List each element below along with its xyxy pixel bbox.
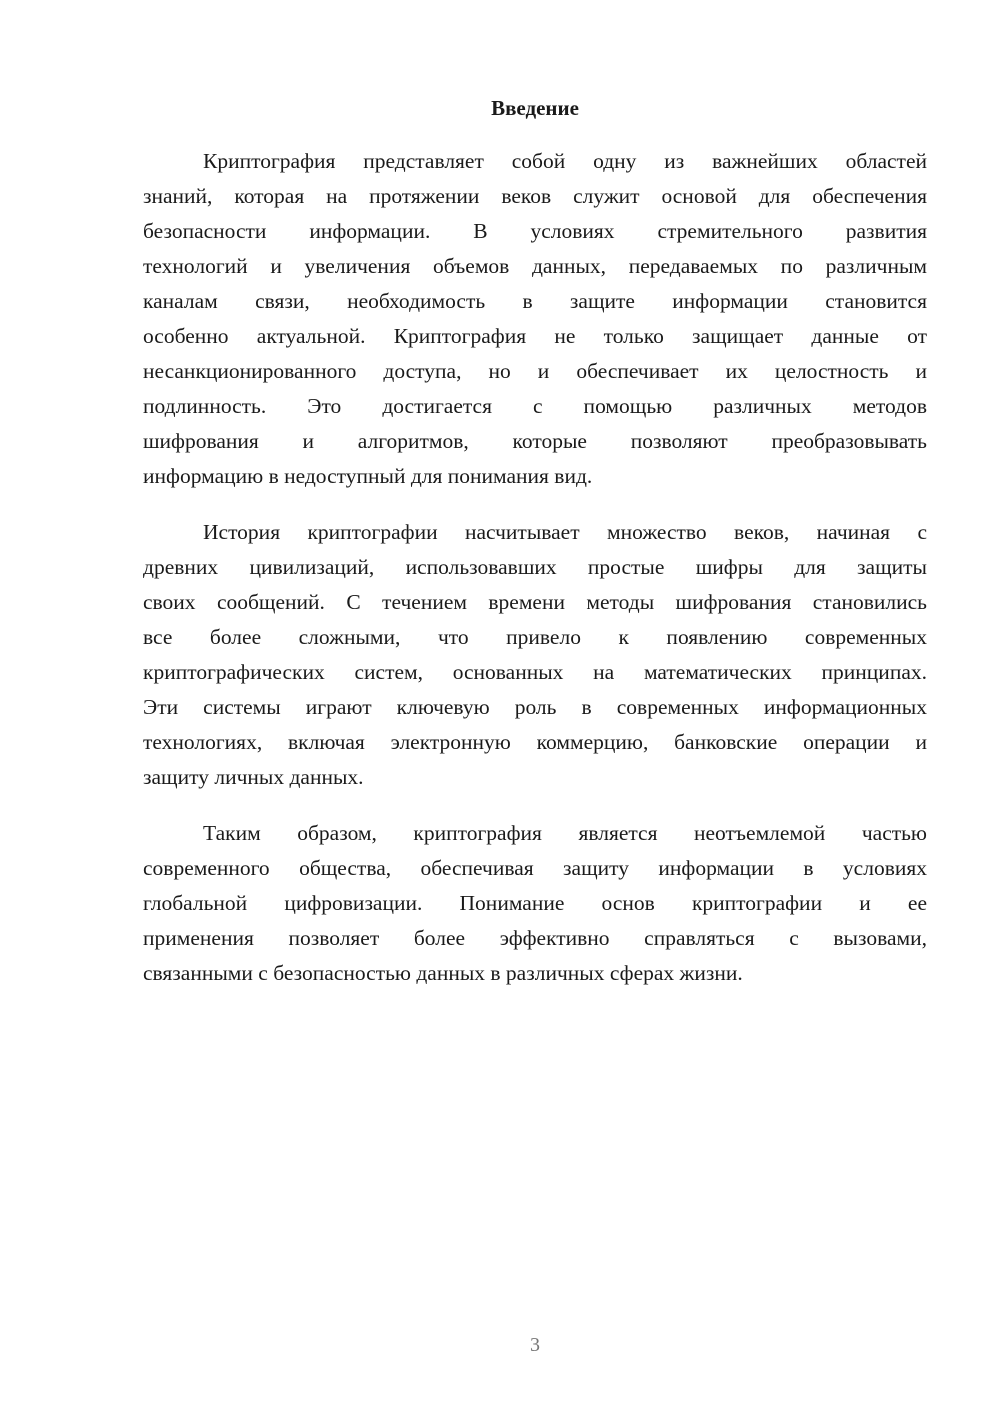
text-line: современного общества, обеспечивая защиту информации в условиях <box>143 856 927 880</box>
paragraph <box>143 515 927 795</box>
document-body <box>143 144 927 1012</box>
text-line: шифрования и алгоритмов, которые позволяют преобразовывать <box>143 429 927 453</box>
text-line: подлинность. Это достигается с помощью различных методов <box>143 394 927 418</box>
paragraph <box>143 816 927 991</box>
text-line: особенно актуальной. Криптография не только защищает данные от <box>143 324 927 348</box>
text-line: каналам связи, необходимость в защите информации становится <box>143 289 927 313</box>
text-line: древних цивилизаций, использовавших простые шифры для защиты <box>143 555 927 579</box>
text-line: Таким образом, криптография является неотъемлемой частью <box>203 821 927 845</box>
text-line: технологий и увеличения объемов данных, передаваемых по различным <box>143 254 927 278</box>
text-line: безопасности информации. В условиях стремительного развития <box>143 219 927 243</box>
text-line: знаний, которая на протяжении веков служит основой для обеспечения <box>143 184 927 208</box>
text-line: все более сложными, что привело к появлению современных <box>143 625 927 649</box>
text-line: глобальной цифровизации. Понимание основ криптографии и ее <box>143 891 927 915</box>
text-line: применения позволяет более эффективно справляться с вызовами, <box>143 926 927 950</box>
text-line: информацию в недоступный для понимания вид. <box>143 464 593 488</box>
text-line: криптографических систем, основанных на математических принципах. <box>143 660 927 684</box>
page-title: Введение <box>491 96 579 120</box>
page-number: 3 <box>530 1334 540 1356</box>
text-line: История криптографии насчитывает множество веков, начиная с <box>203 520 927 544</box>
text-line: Криптография представляет собой одну из важнейших областей <box>203 149 927 173</box>
text-line: технологиях, включая электронную коммерцию, банковские операции и <box>143 730 927 754</box>
text-line: связанными с безопасностью данных в различных сферах жизни. <box>143 961 743 985</box>
text-line: Эти системы играют ключевую роль в современных информационных <box>143 695 927 719</box>
text-line: несанкционированного доступа, но и обеспечивает их целостность и <box>143 359 927 383</box>
paragraph <box>143 144 927 494</box>
text-line: защиту личных данных. <box>143 765 364 789</box>
text-line: своих сообщений. С течением времени методы шифрования становились <box>143 590 927 614</box>
